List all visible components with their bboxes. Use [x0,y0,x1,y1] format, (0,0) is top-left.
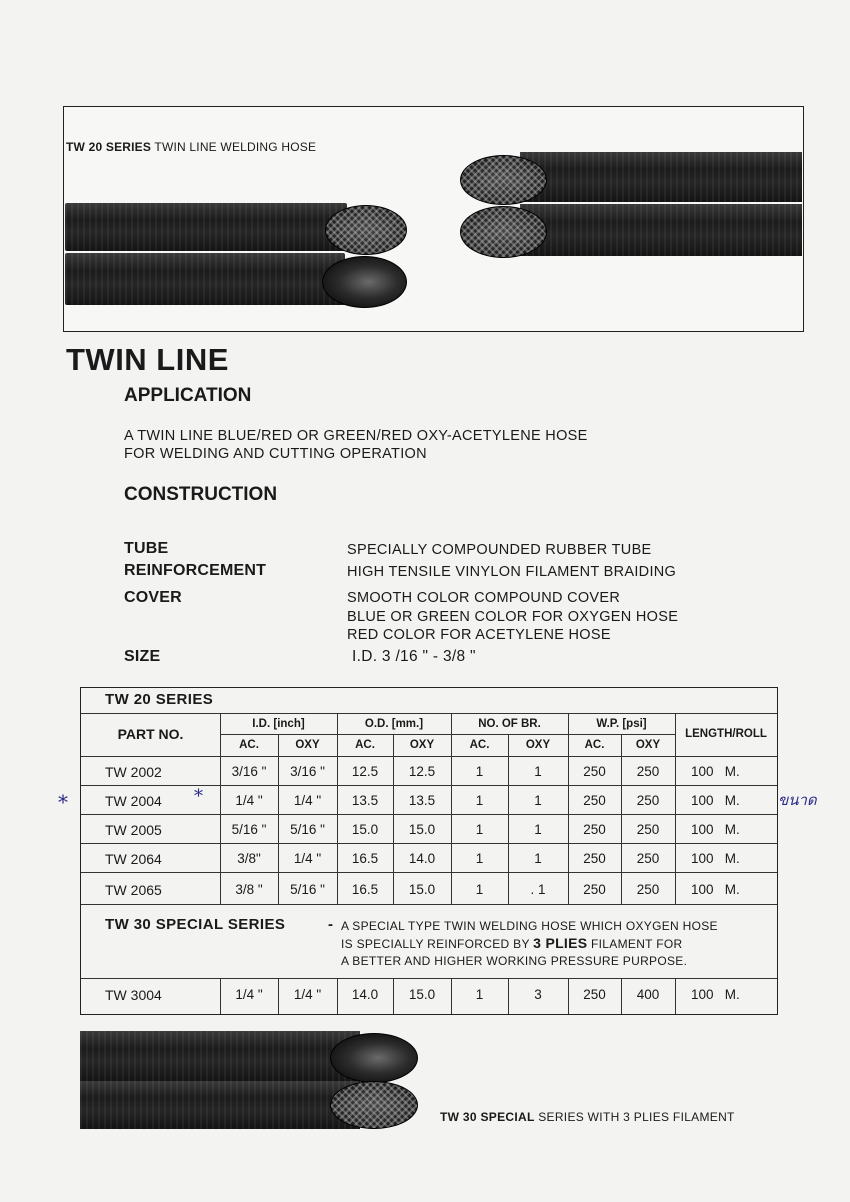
col-header-part-no: PART NO. [117,726,184,742]
table-cell-part-no: TW 2064 [105,851,162,867]
reinforcement-label: REINFORCEMENT [124,562,267,579]
table-cell: 250 [583,882,606,897]
table-cell: 15.0 [351,822,379,837]
col-header-id: I.D. [inch] [252,718,305,730]
col-header-wp: W.P. [psi] [596,718,647,730]
table-cell: 1 [534,851,542,866]
page-title: TWIN LINE [66,342,229,377]
table-cell: 1 [534,764,542,779]
table-rule [81,756,777,757]
table-series-title: TW 20 SERIES [105,691,214,708]
table-cell: 250 [583,851,606,866]
hose-end-left-bottom [322,256,407,308]
table-cell: 250 [583,987,606,1002]
table-rule [81,843,777,844]
tube-value: SPECIALLY COMPOUNDED RUBBER TUBE [347,542,652,558]
special-series-title: TW 30 SPECIAL SERIES [105,916,286,933]
table-cell: 14.0 [408,851,436,866]
table-cell: 12.5 [408,764,436,779]
table-cell: 15.0 [408,822,436,837]
table-rule [81,713,777,714]
hose-end-bottom-bottom [330,1081,418,1129]
hose-end-bottom-top [330,1033,418,1083]
col-header-length: LENGTH/ROLL [685,728,767,740]
table-cell: 250 [636,851,660,866]
table-cell: 100 M. [691,987,740,1002]
table-rule [81,904,777,905]
table-cell: 12.5 [351,764,379,779]
col-header-br: NO. OF BR. [478,718,541,730]
twin-hose-left-body-2 [65,253,345,305]
table-rule [81,978,777,979]
table-cell: 100 M. [691,764,740,779]
table-cell: 3/16 " [231,764,267,779]
table-rule [508,734,509,904]
table-cell-part-no: TW 2004 [105,793,162,809]
sub-header-ac: AC. [584,739,605,751]
table-rule [393,734,394,904]
table-cell-part-no: TW 2065 [105,882,162,898]
hose-end-right-bottom [460,206,547,258]
table-cell: 100 M. [691,793,740,808]
table-cell: . 1 [530,882,546,897]
sub-header-oxy: OXY [295,739,320,751]
table-cell: 3 [534,987,542,1002]
table-cell: 3/16 " [290,764,325,779]
special-series-description: A SPECIAL TYPE TWIN WELDING HOSE WHICH OXYGEN HOSE IS SPECIALLY REINFORCED BY 3 PLIES FILAMENT FOR A BETTER AND HIGHER WORKING PRESSURE PURPOSE. [341,919,718,968]
table-cell: 250 [636,822,660,837]
application-text: A TWIN LINE BLUE/RED OR GREEN/RED OXY-ACETYLENE HOSE FOR WELDING AND CUTTING OPERATION [124,428,588,462]
table-cell: 1 [475,822,484,837]
handwritten-star-mark: * [58,790,68,814]
table-cell: 250 [583,822,606,837]
table-cell: 5/16 " [290,822,325,837]
table-cell-part-no: TW 2005 [105,822,162,838]
table-cell: 250 [636,764,660,779]
table-rule [675,713,676,904]
table-cell: 100 M. [691,851,740,866]
reinforcement-value: HIGH TENSILE VINYLON FILAMENT BRAIDING [347,564,677,580]
table-cell: 13.5 [351,793,379,808]
sub-header-oxy: OXY [635,739,661,751]
tube-label: TUBE [124,540,169,557]
twin-hose-right-body-2 [520,204,802,256]
table-cell: 100 M. [691,822,740,837]
table-cell: 1 [534,822,542,837]
table-rule [81,785,777,786]
sub-header-ac: AC. [469,739,490,751]
top-photo-caption: TW 20 SERIES TWIN LINE WELDING HOSE [66,140,317,154]
application-heading: APPLICATION [124,385,252,406]
table-cell-part-no: TW 3004 [105,987,162,1003]
table-cell: 1/4 " [293,793,322,808]
sub-header-ac: AC. [355,739,375,751]
table-cell: 1/4 " [235,987,263,1002]
handwritten-note: ขนาด [778,791,817,809]
spec-table [80,687,778,1015]
table-cell: 16.5 [351,882,379,897]
table-cell: 5/16 " [231,822,267,837]
table-cell: 100 M. [691,882,740,897]
table-cell: 250 [583,764,606,779]
table-cell: 1/4 " [235,793,263,808]
hose-end-right-top [460,155,547,205]
sub-header-oxy: OXY [525,739,551,751]
construction-heading: CONSTRUCTION [124,484,278,505]
cover-value: SMOOTH COLOR COMPOUND COVER BLUE OR GREEN COLOR FOR OXYGEN HOSE RED COLOR FOR ACETYLENE HOSE [347,590,679,643]
table-cell: 400 [636,987,660,1002]
table-rule [81,814,777,815]
bottom-photo-caption: TW 30 SPECIAL SERIES WITH 3 PLIES FILAMENT [440,1110,735,1124]
table-cell: 1 [475,851,484,866]
table-rule [81,872,777,873]
twin-hose-left-body [65,203,347,251]
table-rule [278,734,279,904]
twin-hose-bottom-body [80,1031,360,1081]
table-cell: 1 [534,793,542,808]
col-header-od: O.D. [mm.] [364,718,424,730]
table-cell: 15.0 [408,987,436,1002]
sub-header-oxy: OXY [409,739,435,751]
cover-label: COVER [124,589,182,606]
table-cell: 13.5 [408,793,436,808]
table-cell: 1 [475,764,484,779]
table-cell: 1/4 " [293,987,322,1002]
sub-header-ac: AC. [239,739,259,751]
table-cell: 5/16 " [290,882,325,897]
handwritten-star-mark: * [194,786,203,807]
table-cell: 1 [475,793,484,808]
table-cell: 3/8" [237,851,261,866]
twin-hose-bottom-body-2 [80,1081,360,1129]
size-label: SIZE [124,648,161,665]
table-cell: 14.0 [351,987,379,1002]
table-cell: 250 [636,882,660,897]
size-value: I.D. 3 /16 " - 3/8 " [352,648,476,665]
table-cell: 1 [475,987,484,1002]
table-cell: 1/4 " [293,851,322,866]
table-cell: 1 [475,882,484,897]
table-cell: 250 [583,793,606,808]
table-rule [621,734,622,904]
table-cell: 15.0 [408,882,436,897]
special-series-dash: - [328,916,333,933]
hose-end-left-top [325,205,407,255]
table-rule [220,734,675,735]
table-rule [675,978,676,1014]
twin-hose-right-body [520,152,802,202]
table-cell-part-no: TW 2002 [105,764,162,780]
table-cell: 250 [636,793,660,808]
table-cell: 16.5 [351,851,379,866]
table-cell: 3/8 " [235,882,263,897]
